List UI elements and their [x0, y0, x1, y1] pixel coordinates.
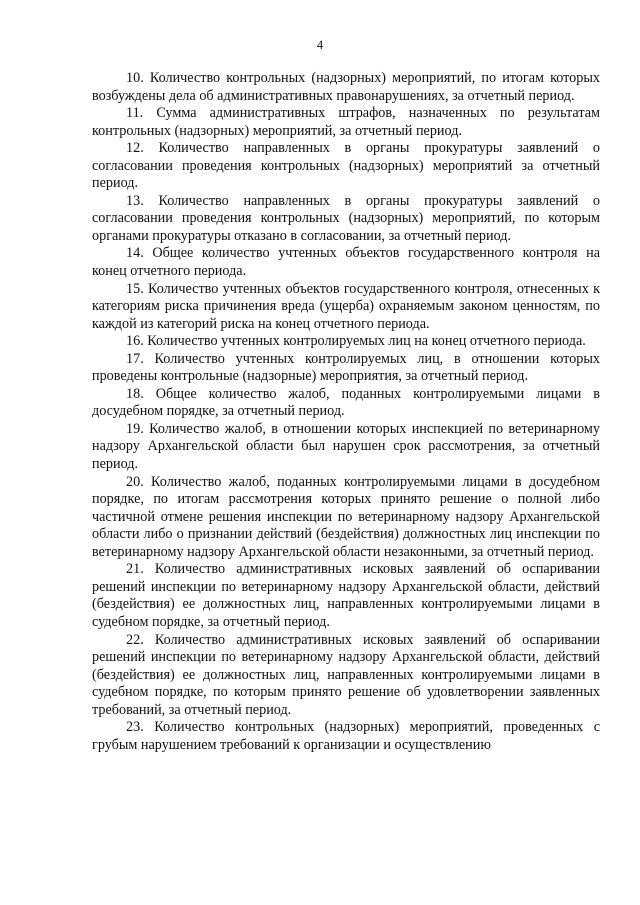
paragraph-20: 20. Количество жалоб, поданных контролируемыми лицами в досудебном порядке, по итогам рассмотрения которых принято решение о полной либо частичной отмене решения инспекции по ветеринарному надзору Архангельской области либо о признании действий (бездействия) должностных лиц инспекции по ветеринарному надзору Архангельской области незаконными, за отчетный период. — [92, 473, 600, 560]
paragraph-11: 11. Сумма административных штрафов, назначенных по результатам контрольных (надзорных) мероприятий, за отчетный период. — [92, 105, 600, 139]
paragraph-13: 13. Количество направленных в органы прокуратуры заявлений о согласовании проведения контрольных (надзорных) мероприятий, по которым органами прокуратуры отказано в согласовании, за отчетный период. — [92, 192, 600, 244]
paragraph-23: 23. Количество контрольных (надзорных) мероприятий, проведенных с грубым нарушением требований к организации и осуществлению — [92, 719, 600, 753]
page-number: 4 — [316, 38, 324, 52]
document-body — [92, 70, 600, 754]
paragraph-19: 19. Количество жалоб, в отношении которых инспекцией по ветеринарному надзору Архангельской области был нарушен срок рассмотрения, за отчетный период. — [92, 420, 600, 473]
paragraph-16: 16. Количество учтенных контролируемых лиц на конец отчетного периода. — [126, 333, 586, 350]
paragraph-10: 10. Количество контрольных (надзорных) мероприятий, по итогам которых возбуждены дела об административных правонарушениях, за отчетный период. — [92, 70, 600, 104]
paragraph-12: 12. Количество направленных в органы прокуратуры заявлений о согласовании проведения контрольных (надзорных) мероприятий за отчетный период. — [92, 140, 600, 192]
paragraph-18: 18. Общее количество жалоб, поданных контролируемыми лицами в досудебном порядке, за отчетный период. — [92, 385, 600, 420]
paragraph-21: 21. Количество административных исковых заявлений об оспаривании решений инспекции по ветеринарному надзору Архангельской области, действий (бездействия) ее должностных лиц, направленных контролируемыми лицами в судебном порядке, за отчетный период. — [92, 561, 600, 630]
paragraph-17: 17. Количество учтенных контролируемых лиц, в отношении которых проведены контрольные (надзорные) мероприятия, за отчетный период. — [92, 350, 600, 385]
paragraph-14: 14. Общее количество учтенных объектов государственного контроля на конец отчетного периода. — [92, 245, 600, 280]
paragraph-22: 22. Количество административных исковых заявлений об оспаривании решений инспекции по ветеринарному надзору Архангельской области, действий (бездействия) ее должностных лиц, направленных контролируемыми лицами в судебном порядке, по которым принято решение об удовлетворении заявленных требований, за отчетный период. — [92, 631, 600, 718]
paragraph-15: 15. Количество учтенных объектов государственного контроля, отнесенных к категориям риска причинения вреда (ущерба) охраняемым законом ценностям, по каждой из категорий риска на конец отчетного периода. — [92, 280, 600, 332]
